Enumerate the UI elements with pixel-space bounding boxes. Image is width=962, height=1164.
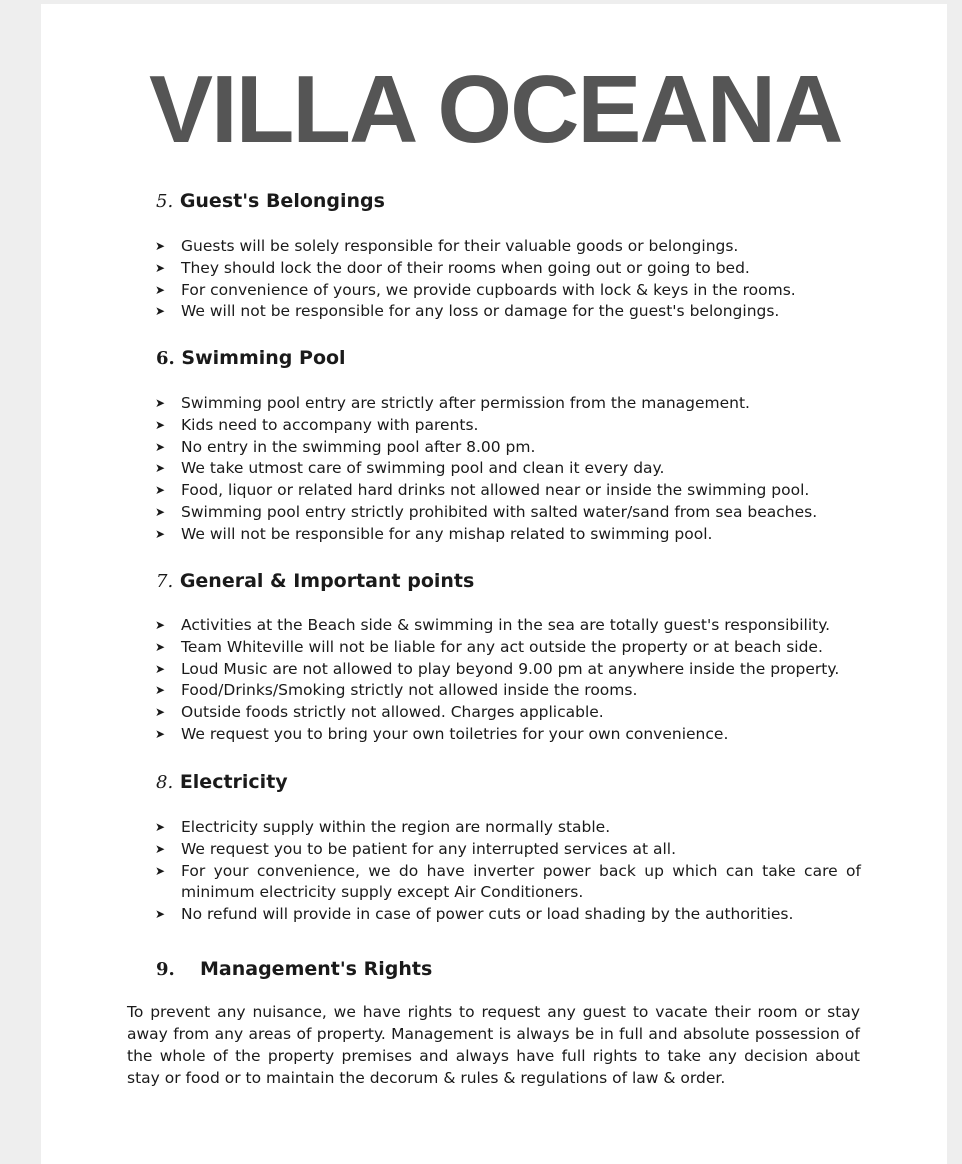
section-title: Guest's Belongings bbox=[179, 190, 385, 212]
arrowhead-bullet-icon: ➤ bbox=[155, 461, 166, 476]
arrowhead-bullet-icon: ➤ bbox=[155, 526, 166, 541]
list-item: ➤ Loud Music are not allowed to play beyond 9.00 pm at anywhere inside the property. bbox=[155, 659, 855, 681]
list-item: ➤ We will not be responsible for any mishap related to swimming pool. bbox=[155, 524, 855, 546]
section-title: Management's Rights bbox=[200, 958, 433, 980]
section-number: 7. bbox=[156, 571, 174, 592]
section-title: General & Important points bbox=[179, 570, 475, 592]
arrowhead-bullet-icon: ➤ bbox=[155, 726, 166, 741]
arrowhead-bullet-icon: ➤ bbox=[155, 639, 166, 654]
list-item: ➤ Team Whiteville will not be liable for any act outside the property or at beach side. bbox=[155, 637, 855, 659]
list-item: ➤ Outside foods strictly not allowed. Charges applicable. bbox=[155, 702, 855, 724]
list-item: ➤ Kids need to accompany with parents. bbox=[155, 415, 855, 437]
arrowhead-bullet-icon: ➤ bbox=[155, 863, 166, 878]
arrowhead-bullet-icon: ➤ bbox=[155, 483, 166, 498]
list-item: ➤ No entry in the swimming pool after 8.00 pm. bbox=[155, 437, 855, 459]
list-item: ➤ No refund will provide in case of power cuts or load shading by the authorities. bbox=[155, 904, 855, 926]
section-number: 9. bbox=[156, 959, 175, 980]
section-heading-swimming-pool bbox=[156, 346, 346, 371]
arrowhead-bullet-icon: ➤ bbox=[155, 417, 166, 432]
section-heading-management-rights bbox=[156, 957, 432, 982]
arrowhead-bullet-icon: ➤ bbox=[155, 705, 166, 720]
list-item: ➤ Food/Drinks/Smoking strictly not allowed inside the rooms. bbox=[155, 680, 855, 702]
arrowhead-bullet-icon: ➤ bbox=[155, 260, 166, 275]
arrowhead-bullet-icon: ➤ bbox=[155, 439, 166, 454]
swimming-pool-list bbox=[155, 393, 855, 546]
arrowhead-bullet-icon: ➤ bbox=[155, 841, 166, 856]
arrowhead-bullet-icon: ➤ bbox=[155, 907, 166, 922]
list-item: ➤ Swimming pool entry strictly prohibited with salted water/sand from sea beaches. bbox=[155, 502, 855, 524]
section-number: 5. bbox=[156, 191, 174, 212]
section-title: Swimming Pool bbox=[181, 347, 346, 369]
management-rights-paragraph: To prevent any nuisance, we have rights to request any guest to vacate their room or stay away from any areas of property. Management is always be in full and absolute possession of the whole of the property premises and always have full rights to take any decision about stay or food or to maintain the decorum & rules & regulations of law & order. bbox=[127, 1003, 860, 1087]
section-heading-guests-belongings bbox=[156, 189, 385, 214]
list-item: ➤ They should lock the door of their rooms when going out or going to bed. bbox=[155, 258, 855, 280]
list-item: ➤ For your convenience, we do have inverter power back up which can take care of minimum electricity supply except Air Conditioners. bbox=[155, 861, 861, 902]
arrowhead-bullet-icon: ➤ bbox=[155, 504, 166, 519]
arrowhead-bullet-icon: ➤ bbox=[155, 282, 166, 297]
list-item: ➤ Electricity supply within the region are normally stable. bbox=[155, 817, 855, 839]
guests-belongings-list bbox=[155, 236, 855, 323]
section-heading-electricity bbox=[156, 770, 288, 795]
list-item: ➤ Activities at the Beach side & swimming in the sea are totally guest's responsibility. bbox=[155, 615, 855, 637]
section-number: 8. bbox=[156, 772, 174, 793]
section-title: Electricity bbox=[179, 771, 288, 793]
list-item: ➤ We request you to be patient for any interrupted services at all. bbox=[155, 839, 855, 861]
general-points-list bbox=[155, 615, 855, 746]
arrowhead-bullet-icon: ➤ bbox=[155, 239, 166, 253]
electricity-list bbox=[155, 817, 861, 926]
list-item: ➤ Food, liquor or related hard drinks not allowed near or inside the swimming pool. bbox=[155, 480, 855, 502]
arrowhead-bullet-icon: ➤ bbox=[155, 661, 166, 676]
arrowhead-bullet-icon: ➤ bbox=[155, 820, 166, 834]
arrowhead-bullet-icon: ➤ bbox=[155, 683, 166, 698]
list-item: ➤ For convenience of yours, we provide cupboards with lock & keys in the rooms. bbox=[155, 280, 855, 302]
list-item: ➤ Swimming pool entry are strictly after permission from the management. bbox=[155, 393, 855, 415]
list-item: ➤ We take utmost care of swimming pool and clean it every day. bbox=[155, 458, 855, 480]
arrowhead-bullet-icon: ➤ bbox=[155, 618, 166, 632]
list-item: ➤ We request you to bring your own toiletries for your own convenience. bbox=[155, 724, 855, 746]
document-title: VILLA OCEANA bbox=[149, 56, 842, 163]
section-heading-general-important-points bbox=[156, 569, 474, 594]
section-number: 6. bbox=[156, 348, 175, 369]
list-item: ➤ Guests will be solely responsible for their valuable goods or belongings. bbox=[155, 236, 855, 258]
arrowhead-bullet-icon: ➤ bbox=[155, 396, 166, 410]
list-item: ➤ We will not be responsible for any loss or damage for the guest's belongings. bbox=[155, 301, 855, 323]
arrowhead-bullet-icon: ➤ bbox=[155, 304, 166, 319]
document-page bbox=[41, 4, 947, 1164]
